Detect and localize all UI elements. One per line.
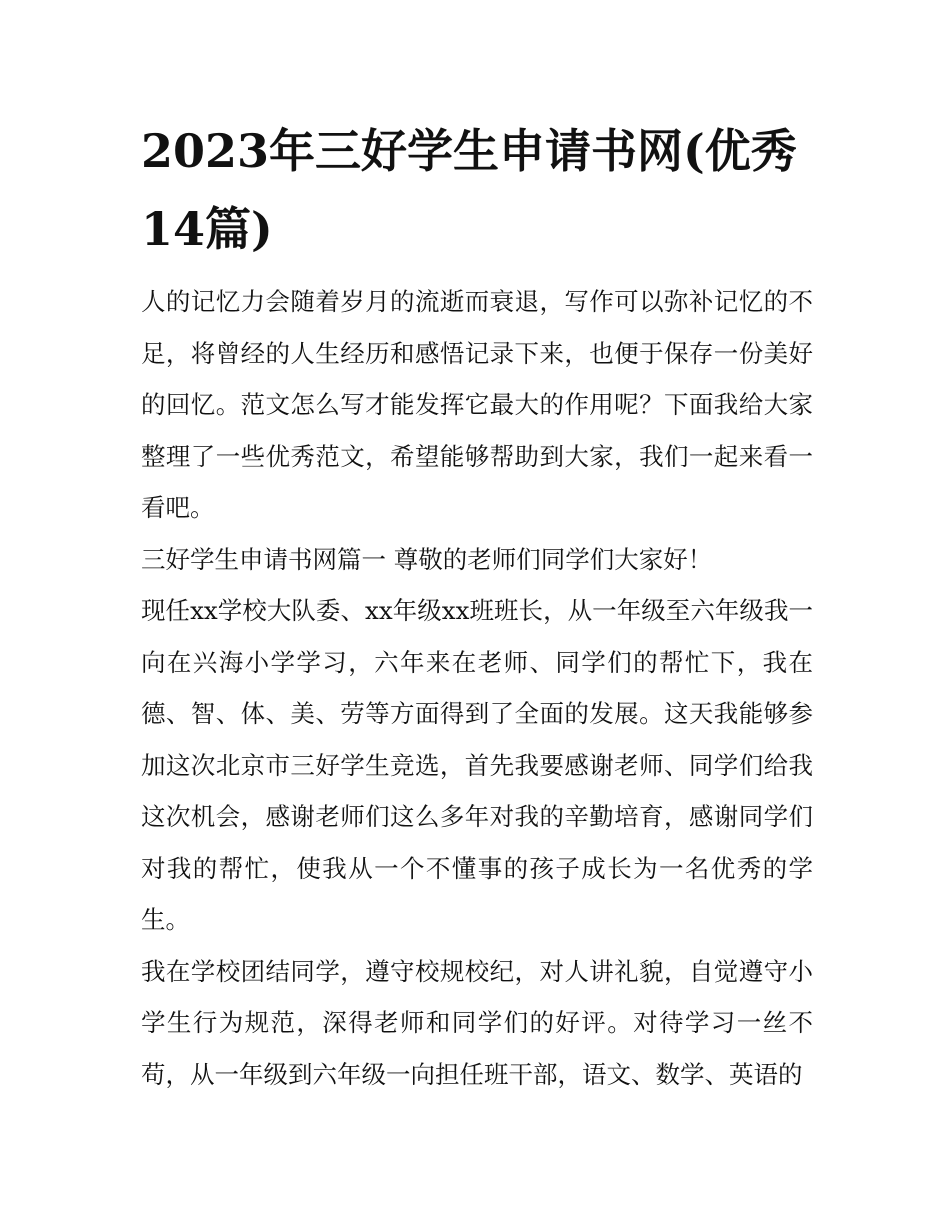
paragraph-heading-1: 三好学生申请书网篇一 尊敬的老师们同学们大家好！ (141, 544, 713, 574)
paragraph-intro: 人的记忆力会随着岁月的流逝而衰退，写作可以弥补记忆的不足，将曾经的人生经历和感悟记录下来，也便于保存一份美好的回忆。范文怎么写才能发挥它最大的作用呢？下面我给大家整理了一些优秀范文，希望能够帮助到大家，我们一起来看一看吧。 (141, 287, 813, 522)
document-title: 2023年三好学生申请书网(优秀14篇) (141, 124, 797, 256)
document-body (141, 276, 813, 1100)
paragraph-body-1: 现任xx学校大队委、xx年级xx班班长，从一年级至六年级我一向在兴海小学学习，六年来在老师、同学们的帮忙下，我在德、智、体、美、劳等方面得到了全面的发展。这天我能够参加这次北京市三好学生竞选，首先我要感谢老师、同学们给我这次机会，感谢老师们这么多年对我的辛勤培育，感谢同学们对我的帮忙，使我从一个不懂事的孩子成长为一名优秀的学生。 (141, 596, 813, 934)
paragraph-body-2: 我在学校团结同学，遵守校规校纪，对人讲礼貌，自觉遵守小学生行为规范，深得老师和同学们的好评。对待学习一丝不苟，从一年级到六年级一向担任班干部，语文、数学、英语的 (141, 956, 813, 1089)
